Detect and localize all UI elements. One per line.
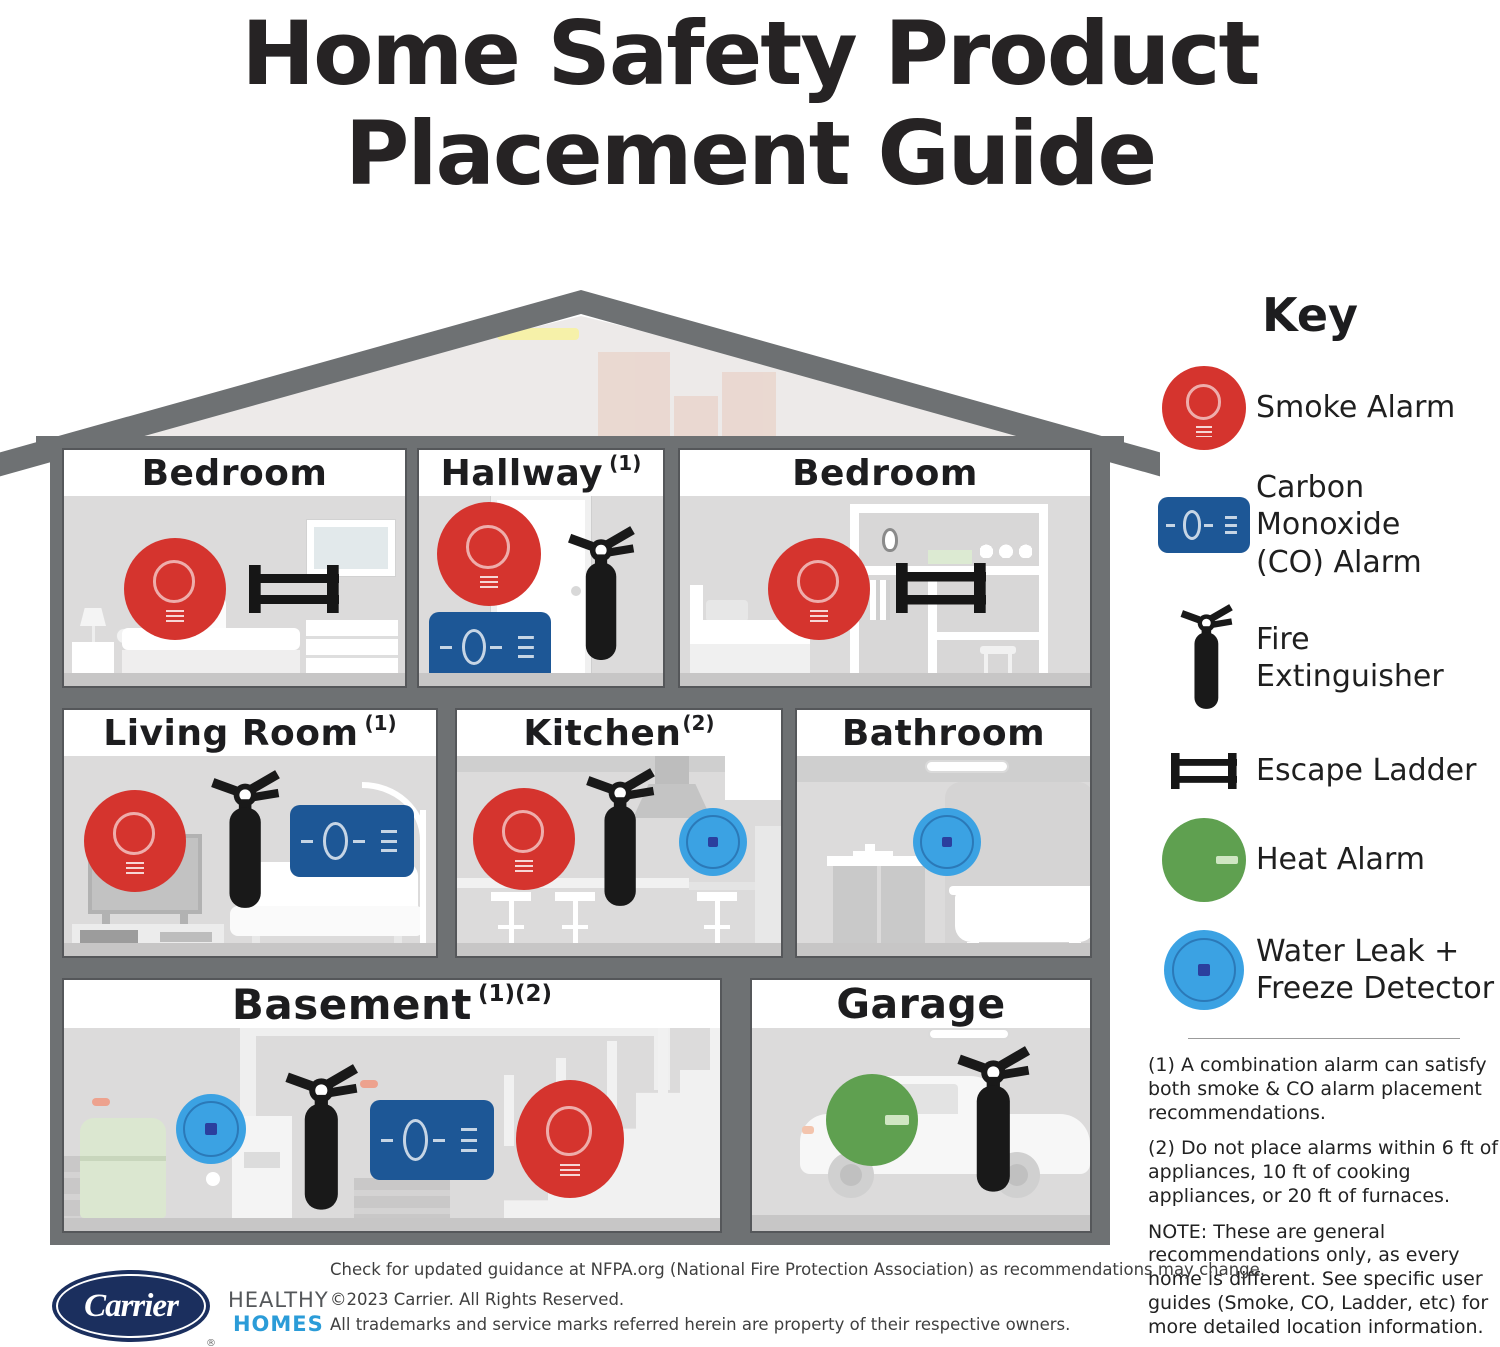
fire-extinguisher-icon [278,1064,358,1214]
heat-alarm-icon [1162,818,1246,902]
room-bedroom-left [62,448,407,688]
carrier-registered-mark: ® [206,1338,216,1347]
room-label: Living Room [103,712,359,754]
duck-toys [980,542,1032,558]
room-label: Bathroom [841,712,1046,754]
key-item-heat-alarm [1152,812,1500,908]
lamp-pole [92,626,95,642]
floor [680,673,1090,686]
bar-stool [491,892,531,950]
water-leak-freeze-detector-icon [1164,930,1244,1010]
fridge [755,826,783,950]
footnote-1: (1) A combination alarm can satisfy both smoke & CO alarm placement recommendations. [1148,1054,1487,1124]
floor-lamp-pole [420,810,426,956]
page-title-line2: Placement Guide [344,102,1156,206]
water-leak-freeze-detector-icon [913,808,981,876]
co-alarm-icon [370,1100,494,1180]
hood-duct [655,756,689,784]
gauge [206,1172,220,1186]
tv-leg [102,914,110,924]
room-label-superscript: (2) [682,711,715,735]
footnote-note: NOTE: These are general recommendations only, as every home is different. See specific user guides (Smoke, CO, Ladder, etc) for more detailed location information. [1148,1220,1489,1338]
key-item-label: Water Leak + Freeze Detector [1256,933,1495,1006]
room-label-superscript: (1)(2) [478,981,553,1007]
carrier-logo [52,1270,210,1342]
media-component [160,932,212,942]
footnote-2: (2) Do not place alarms within 6 ft of appliances, 10 ft of cooking appliances, or 20 ft of furnaces. [1148,1137,1499,1207]
brick-patch [354,1178,450,1220]
room-header [64,710,436,756]
pipe-vertical [240,1020,256,1120]
room-label-superscript: (1) [364,711,397,735]
room-label: Garage [836,980,1006,1028]
green-box [928,550,972,564]
escape-ladder-icon [249,565,339,613]
key-item-label: Escape Ladder [1256,753,1477,789]
floor [419,673,663,686]
floor [64,673,405,686]
bathtub [955,892,1092,942]
fire-extinguisher-icon [204,770,280,912]
desk-surface [937,632,1039,640]
key-divider [1188,1038,1460,1039]
healthy-homes-line1: HEALTHY [228,1288,329,1312]
fire-extinguisher-icon [1175,604,1233,712]
faucet [853,844,893,856]
co-alarm-icon [1158,497,1250,553]
floor [797,943,1090,956]
key-item-escape-ladder [1152,738,1500,804]
fire-extinguisher-icon [579,768,655,910]
room-basement [62,978,722,1233]
room-hallway [417,448,665,688]
smoke-alarm-icon [124,538,226,640]
healthy-homes-line2: HOMES [232,1312,324,1337]
page-title [0,4,1500,205]
key-item-label: Smoke Alarm [1256,390,1456,426]
room-header [64,450,405,496]
key-item-label: Carbon Monoxide (CO) Alarm [1256,469,1422,580]
room-kitchen [455,708,783,958]
furnace-vent [244,1152,280,1168]
key-item-co-alarm [1152,458,1500,592]
floor [752,1215,1090,1231]
page-title-line1: Home Safety Product [241,2,1259,105]
healthy-homes-logo [228,1288,329,1336]
disclaimer-line-2: ©2023 Carrier. All Rights Reserved. [330,1290,625,1309]
vanity-divider [877,866,881,948]
room-header [752,980,1090,1028]
water-heater [80,1118,166,1218]
smoke-alarm-icon [84,790,186,892]
carrier-logo-text: Carrier [84,1287,178,1324]
floor [457,943,781,956]
room-label: Bedroom [141,452,328,494]
key-item-label: Fire Extinguisher [1256,621,1444,694]
room-header [64,980,720,1028]
escape-ladder-icon [896,563,986,613]
counter-right [689,882,759,890]
key-item-label: Heat Alarm [1256,842,1425,878]
room-garage [750,978,1092,1233]
valve [360,1080,378,1088]
car-taillight [802,1126,814,1134]
footer-disclaimer [330,1260,1310,1334]
key-item-smoke-alarm [1152,362,1500,454]
room-header [680,450,1090,496]
smoke-alarm-icon [473,788,575,890]
room-header [419,450,663,496]
key-heading: Key [1262,288,1359,342]
disclaimer-line-3: All trademarks and service marks referred herein are property of their respective owners. [330,1315,1071,1334]
sink-counter [827,856,931,866]
lamp [80,608,106,626]
room-bedroom-right [678,448,1092,688]
co-alarm-icon [429,612,551,682]
smoke-alarm-icon [516,1080,624,1198]
room-label: Basement [231,979,472,1029]
water-leak-freeze-detector-icon [679,808,747,876]
media-component [80,930,138,943]
key-item-fire-extinguisher [1152,600,1500,716]
smoke-alarm-icon [768,538,870,640]
room-label: Bedroom [792,452,978,494]
ceiling-light [925,760,1009,773]
room-header [457,710,781,756]
bathtub-rim [949,886,1092,895]
room-label-superscript: (1) [609,451,642,475]
room-label: Kitchen [523,712,682,754]
valve [92,1098,110,1106]
co-alarm-icon [290,805,414,877]
water-heater-band [80,1156,166,1161]
room-label: Hallway [440,452,604,494]
stool [980,646,1016,654]
floor [64,1218,720,1231]
room-living-room [62,708,438,958]
fire-extinguisher-icon [950,1046,1030,1196]
room-header [797,710,1090,756]
tv-leg [180,914,188,924]
bar-stool [697,892,737,950]
disclaimer-line-1: Check for updated guidance at NFPA.org (National Fire Protection Association) as recommendations may change. [330,1260,1266,1279]
ceiling-light [928,1028,1010,1040]
car-wheel-hub [840,1164,862,1186]
heat-alarm-icon [826,1074,918,1166]
room-bathroom [795,708,1092,958]
key-item-water-leak-freeze-detector [1152,918,1500,1022]
bed-pillow [706,600,748,622]
upper-cabinet [725,756,783,800]
books [870,580,890,620]
smoke-alarm-icon [1162,366,1246,450]
escape-ladder-icon [1171,753,1237,789]
floor [64,943,436,956]
smoke-alarm-icon [437,502,541,606]
water-leak-freeze-detector-icon [176,1094,246,1164]
fire-extinguisher-icon [561,526,635,664]
penguin-toy [882,528,898,552]
